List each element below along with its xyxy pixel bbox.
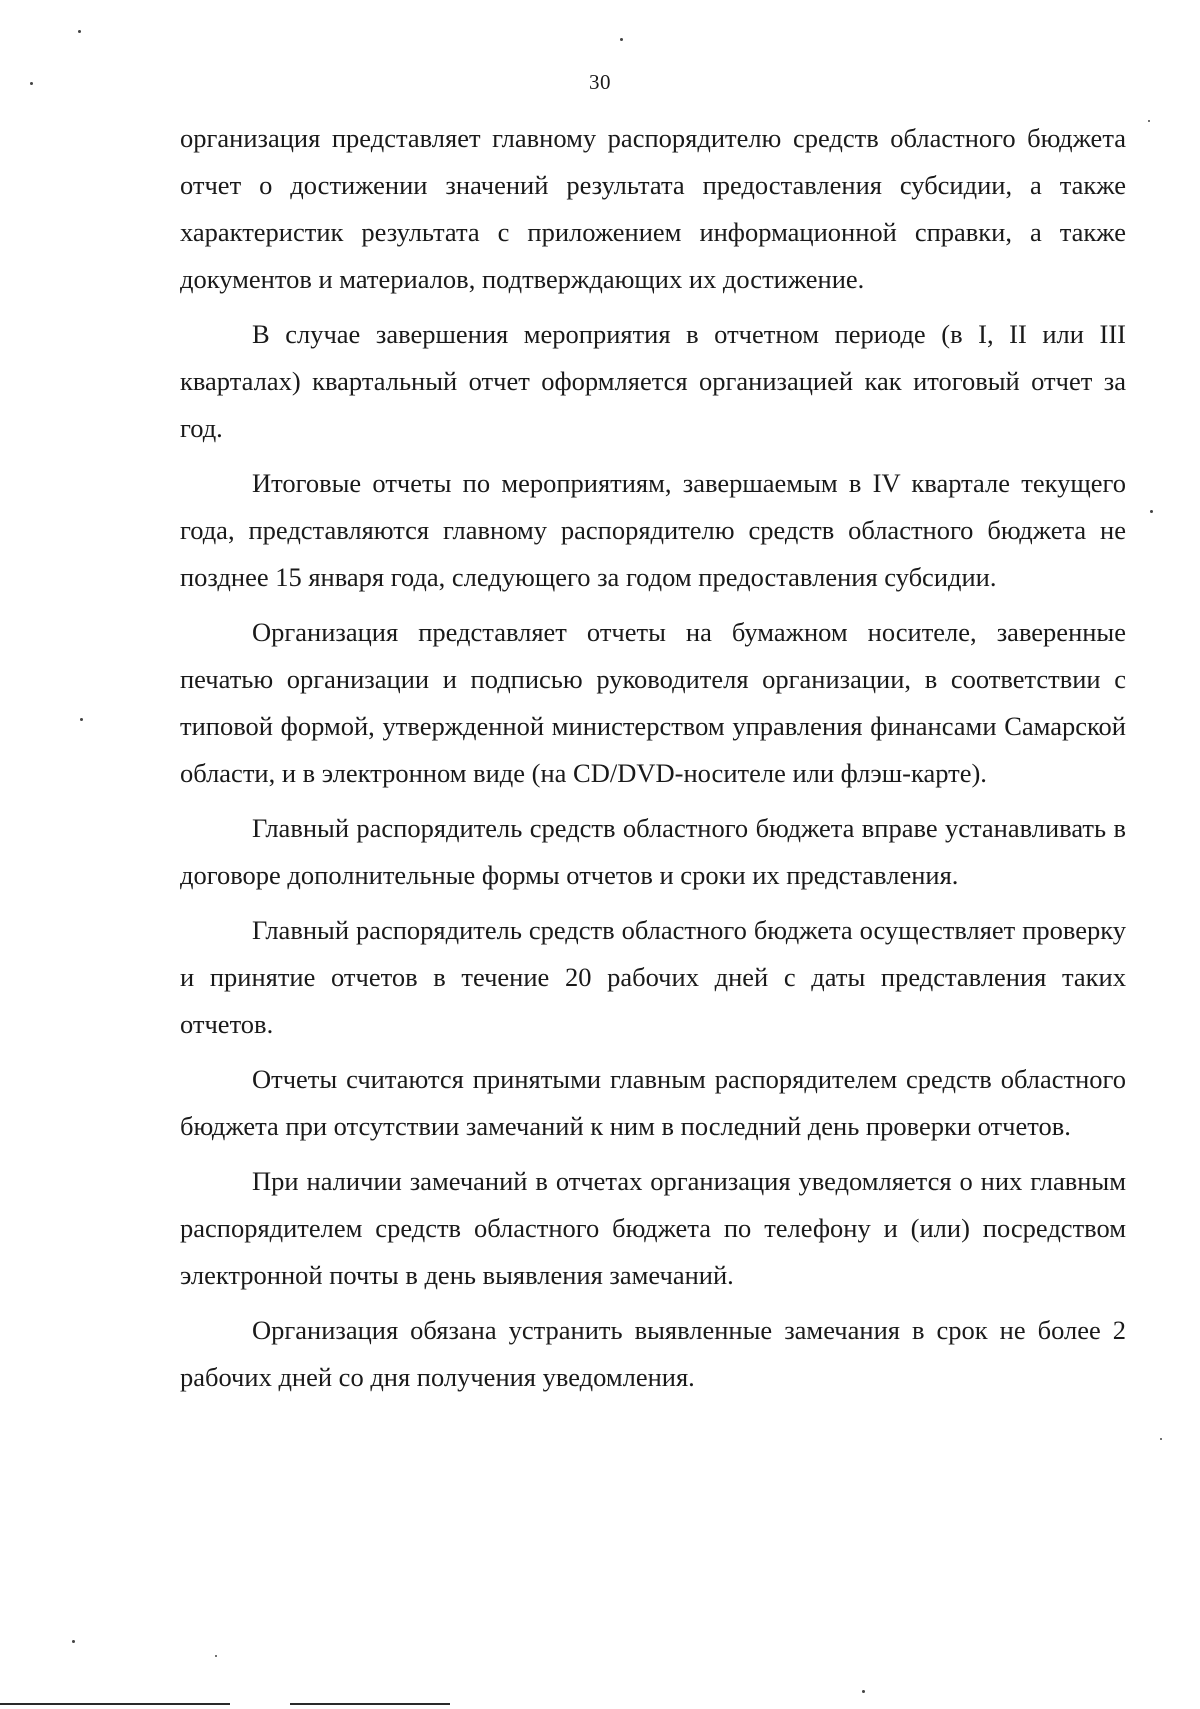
scan-speck [1160,1438,1162,1440]
page-number: 30 [589,70,611,94]
paragraph-7: Отчеты считаются принятыми главным распорядителем средств областного бюджета при отсутствии замечаний к ним в последний день проверки отчетов. [180,1064,1126,1141]
paragraph-2: В случае завершения мероприятия в отчетном периоде (в I, II или III кварталах) квартальный отчет оформляется организацией как итоговый отчет за год. [180,319,1126,443]
scan-edge-line [290,1703,450,1705]
page-body [180,115,1126,1401]
paragraph-9: Организация обязана устранить выявленные замечания в срок не более 2 рабочих дней со дня получения уведомления. [180,1315,1126,1392]
scan-speck [1150,510,1153,513]
paragraph-6: Главный распорядитель средств областного бюджета осуществляет проверку и принятие отчетов в течение 20 рабочих дней с даты представления таких отчетов. [180,915,1126,1039]
scan-speck [72,1640,75,1643]
scan-edge-line [0,1703,230,1705]
scan-speck [1148,120,1150,122]
paragraph-3: Итоговые отчеты по мероприятиям, завершаемым в IV квартале текущего года, представляются главному распорядителю средств областного бюджета не позднее 15 января года, следующего за годом предоставления субсидии. [180,468,1126,592]
paragraph-5: Главный распорядитель средств областного бюджета вправе устанавливать в договоре дополнительные формы отчетов и сроки их представления. [180,813,1126,890]
paragraph-4: Организация представляет отчеты на бумажном носителе, заверенные печатью организации и подписью руководителя организации, в соответствии с типовой формой, утвержденной министерством управления финансами Самарской области, и в электронном виде (на CD/DVD-носителе или флэш-карте). [180,617,1126,788]
paragraph-8: При наличии замечаний в отчетах организация уведомляется о них главным распорядителем средств областного бюджета по телефону и (или) посредством электронной почты в день выявления замечаний. [180,1166,1126,1290]
scan-speck [620,38,623,41]
scan-speck [80,718,83,721]
scan-speck [215,1655,217,1657]
scan-speck [862,1690,865,1693]
scan-speck [78,30,81,33]
paragraph-1: организация представляет главному распорядителю средств областного бюджета отчет о достижении значений результата предоставления субсидии, а также характеристик результата с приложением информационной справки, а также документов и материалов, подтверждающих их достижение. [180,123,1126,294]
scan-speck [30,82,33,85]
